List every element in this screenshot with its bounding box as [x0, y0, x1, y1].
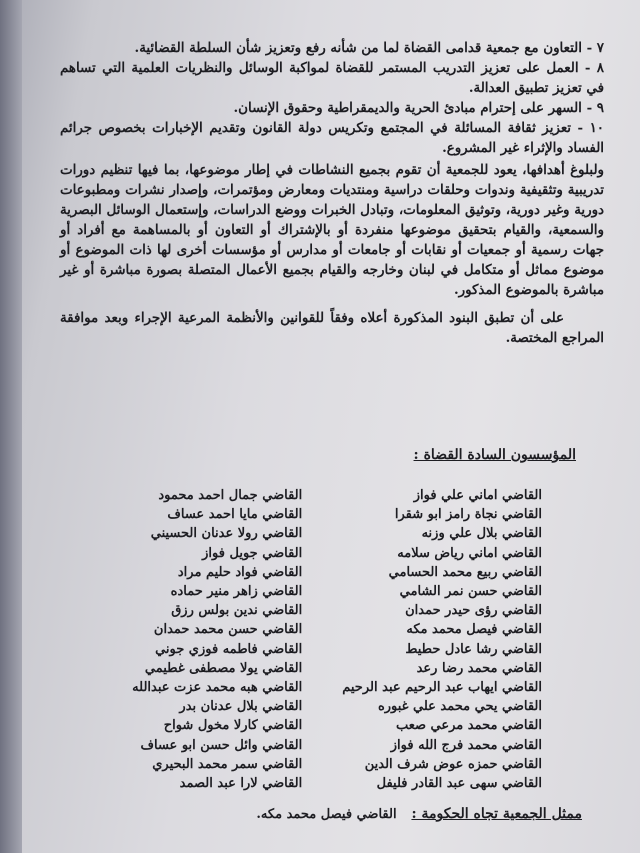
founder-name: القاضي رؤى حيدر حمدان	[405, 603, 542, 619]
founder-name: القاضي اماني علي فواز	[413, 488, 542, 503]
founder-name: القاضي جويل فواز	[202, 545, 303, 561]
founder-name: القاضي مايا احمد عساف	[167, 507, 303, 523]
founder-name: القاضي هبه محمد عزت عبدالله	[132, 680, 303, 696]
founder-name: القاضي ايهاب عبد الرحيم عبد الرحيم	[342, 680, 542, 696]
founder-name: القاضي اماني رياض سلامه	[397, 545, 542, 561]
founder-name: القاضي سمر محمد البحيري	[152, 756, 303, 772]
founder-name: القاضي كارلا مخول شواح	[163, 718, 303, 734]
founder-name: القاضي زاهر منير حماده	[170, 584, 303, 600]
founder-name: القاضي سهى عبد القادر فليفل	[376, 776, 542, 792]
founder-name: القاضي بلال علي وزنه	[421, 526, 542, 542]
activities-paragraph: ولبلوغ أهدافها، يعود للجمعية أن تقوم بجميع النشاطات في إطار موضوعها، بما فيها تنظيم دورات تدريبية وتثقيفية وندوات وحلقات دراسية ومنتديات ومعارض ومؤتمرات، وإصدار نشرات ومطبوعات دورية وغير دورية، وتوثيق المعلومات، وتبادل الخبرات ووضع الدراسات، وإستعمال الوسائل البصرية والسمعية، والقيام بتحقيق موضوعها منفردة أو بالإشتراك أو التعاون أو بالمساهمة مع أفراد أو جهات رسمية أو جمعيات أو نقابات أو جامعات أو مدارس أو مؤسسات أخرى لها ذات الموضوع أو موضوع مماثل أو متكامل في لبنان وخارجه والقيام بجميع الأعمال المتصلة بصورة مباشرة أو غير مباشرة بالموضوع المذكور.	[60, 162, 604, 298]
founder-name: القاضي رشا عادل حطيط	[405, 641, 542, 657]
founder-name: القاضي حسن نمر الشامي	[399, 584, 542, 600]
objective-item-8: ٨ - العمل على تعزيز التدريب المستمر للقضاة لمواكبة الوسائل والنظريات العلمية التي تساهم في تعزيز تطبيق العدالة.	[60, 60, 604, 96]
objective-item-10: ١٠ - تعزيز ثقافة المسائلة في المجتمع وتكريس دولة القانون وتقديم الإخبارات بخصوص جرائم الفساد والإثراء غير المشروع.	[60, 120, 604, 156]
founder-name: القاضي فواد حليم مراد	[177, 564, 303, 580]
founder-name: القاضي يحي محمد علي غبوره	[377, 699, 542, 715]
founder-name: القاضي فيصل محمد مكه	[406, 622, 542, 638]
government-representative	[256, 806, 582, 822]
objectives-section	[60, 38, 604, 348]
page-binding-edge	[0, 0, 22, 853]
founder-name: القاضي ندين بولس رزق	[171, 603, 303, 619]
founder-name: القاضي يولا مصطفى غطيمي	[144, 660, 303, 676]
founder-name: القاضي ربيع محمد الحسامي	[388, 564, 542, 580]
founder-name: القاضي حمزه عوض شرف الدين	[364, 756, 542, 772]
founder-name: القاضي بلال عدنان بدر	[179, 699, 303, 715]
compliance-paragraph: على أن تطبق البنود المذكورة أعلاه وفقاً للقوانين والأنظمة المرعية الإجراء وبعد موافقة المراجع المختصة.	[60, 310, 604, 346]
objective-item-7: ٧ - التعاون مع جمعية قدامى القضاة لما من شأنه رفع وتعزيز شأن السلطة القضائية.	[134, 40, 604, 56]
representative-label: ممثل الجمعية تجاه الحكومة :	[411, 806, 582, 822]
founder-name: القاضي نجاة رامز ابو شقرا	[394, 507, 542, 523]
founder-name: القاضي فاطمه فوزي جوني	[155, 641, 303, 657]
founder-name: القاضي وائل حسن ابو عساف	[140, 737, 303, 753]
founder-name: القاضي لارا عبد الصمد	[179, 776, 303, 792]
representative-value: القاضي فيصل محمد مكه.	[256, 807, 397, 822]
founder-name: القاضي رولا عدنان الحسيني	[150, 526, 303, 542]
founders-list	[112, 486, 542, 793]
founders-heading: المؤسسون السادة القضاة :	[413, 447, 576, 463]
founder-name: القاضي حسن محمد حمدان	[153, 622, 303, 638]
founder-name: القاضي جمال احمد محمود	[158, 488, 303, 503]
founder-name: القاضي محمد رضا رعد	[416, 660, 542, 676]
objective-item-9: ٩ - السهر على إحترام مبادئ الحرية والديمقراطية وحقوق الإنسان.	[233, 100, 604, 116]
founder-name: القاضي محمد مرعي صعب	[395, 718, 542, 734]
founder-name: القاضي محمد فرج الله فواز	[390, 737, 542, 753]
